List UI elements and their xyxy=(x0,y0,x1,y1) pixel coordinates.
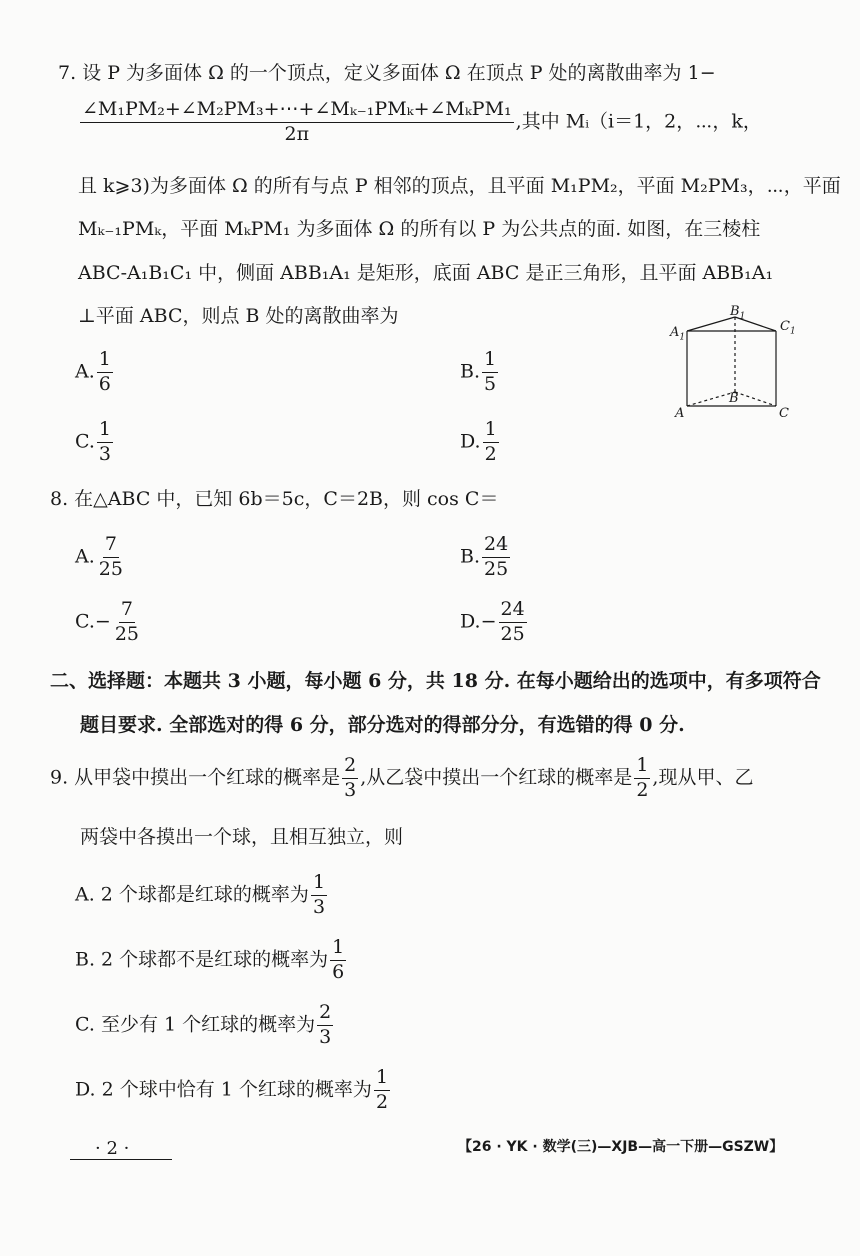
q9-option-d-den: 2 xyxy=(375,1090,389,1113)
q8-option-c-den: 25 xyxy=(114,622,140,645)
q9-option-d xyxy=(75,1068,392,1113)
q8-option-a-num: 7 xyxy=(103,535,119,558)
q7-option-c-num: 1 xyxy=(97,420,113,443)
q9-option-d-text: D. 2 个球中恰有 1 个红球的概率为 xyxy=(75,1078,372,1101)
q7-option-a-num: 1 xyxy=(97,350,113,373)
q9-option-a-den: 3 xyxy=(312,895,326,918)
edge-a1-b1 xyxy=(687,317,735,331)
q8-option-c xyxy=(75,600,143,645)
label-b: B xyxy=(729,391,739,406)
q8-option-d xyxy=(460,600,529,645)
q7-option-b-num: 1 xyxy=(482,350,498,373)
q8-option-c-sign: − xyxy=(94,610,111,633)
q7-option-c-letter: C. xyxy=(75,430,95,453)
q9-seg3: ,现从甲、乙 xyxy=(652,766,754,789)
q9-option-b-num: 1 xyxy=(330,938,346,961)
q7-option-b-letter: B. xyxy=(460,360,481,383)
q7-line3: 且 k⩾3)为多面体 Ω 的所有与点 P 相邻的顶点，且平面 M₁PM₂，平面 M₂PM₃，⋯，平面 xyxy=(78,175,841,197)
q7-option-c-den: 3 xyxy=(98,442,111,465)
q7-line2-tail: ,其中 Mᵢ（i＝1，2，⋯，k， xyxy=(515,110,762,133)
q9-option-d-fraction xyxy=(374,1068,390,1113)
page-number: · 2 · xyxy=(95,1138,130,1159)
q7-line1: 7. 设 P 为多面体 Ω 的一个顶点，定义多面体 Ω 在顶点 P 处的离散曲率为 1− xyxy=(58,62,716,84)
q8-option-b-num: 24 xyxy=(482,535,510,558)
q9-frac2 xyxy=(634,756,650,801)
q8-option-a-fraction xyxy=(97,535,125,580)
q8-option-a xyxy=(75,535,127,580)
q8-option-a-letter: A. xyxy=(75,545,95,568)
q9-stem-line1 xyxy=(50,756,753,801)
q7-option-b-den: 5 xyxy=(484,372,497,395)
q9-option-c-num: 2 xyxy=(317,1003,333,1026)
q7-formula-fraction xyxy=(80,100,514,145)
q9-frac1-den: 3 xyxy=(344,778,357,801)
q9-seg2: ,从乙袋中摸出一个红球的概率是 xyxy=(360,766,633,789)
q8-option-c-num: 7 xyxy=(119,600,135,623)
q9-option-c xyxy=(75,1003,335,1048)
q9-option-b-fraction xyxy=(330,938,346,983)
q8-option-b xyxy=(460,535,512,580)
q9-option-c-den: 3 xyxy=(319,1025,332,1048)
label-a1: $A_1$ xyxy=(670,325,686,343)
label-c1: $C_1$ xyxy=(780,319,796,337)
q7-option-d-num: 1 xyxy=(483,420,499,443)
footer-code: 【26 · YK · 数学(三)—XJB—高一下册—GSZW】 xyxy=(458,1139,784,1155)
q7-option-d xyxy=(460,420,501,465)
section2-line1: 二、选择题：本题共 3 小题，每小题 6 分，共 18 分. 在每小题给出的选项中，有多项符合 xyxy=(50,670,821,692)
q9-stem-line2: 两袋中各摸出一个球，且相互独立，则 xyxy=(80,826,404,848)
q8-stem: 8. 在△ABC 中，已知 6b＝5c，C＝2B，则 cos C＝ xyxy=(50,488,499,510)
q9-option-a-text: A. 2 个球都是红球的概率为 xyxy=(75,883,309,906)
q7-option-b xyxy=(460,350,500,395)
edge-a-b-hidden xyxy=(687,392,735,406)
q8-option-a-den: 25 xyxy=(98,557,123,580)
q7-option-d-fraction xyxy=(483,420,499,465)
q8-option-d-den: 25 xyxy=(500,622,525,645)
q9-seg1: 9. 从甲袋中摸出一个红球的概率是 xyxy=(50,766,341,789)
q9-option-a-fraction xyxy=(311,873,327,918)
q7-option-c xyxy=(75,420,115,465)
q8-option-b-letter: B. xyxy=(460,545,481,568)
q8-option-d-sign: − xyxy=(480,610,497,633)
q7-option-a xyxy=(75,350,115,395)
edge-b-c-hidden xyxy=(735,392,776,406)
q9-option-b xyxy=(75,938,348,983)
q7-formula-line xyxy=(78,100,762,145)
q8-option-d-fraction xyxy=(499,600,527,645)
q9-option-b-text: B. 2 个球都不是红球的概率为 xyxy=(75,948,329,971)
q7-line5: ABC-A₁B₁C₁ 中，侧面 ABB₁A₁ 是矩形，底面 ABC 是正三角形，且平面 ABB₁A₁ xyxy=(78,262,774,284)
q8-option-c-fraction xyxy=(113,600,141,645)
label-a: A xyxy=(675,406,685,421)
q7-option-d-den: 2 xyxy=(484,442,497,465)
q8-option-c-letter: C. xyxy=(75,610,95,633)
q7-option-a-fraction xyxy=(97,350,113,395)
page-number-rule xyxy=(70,1159,172,1160)
q7-option-b-fraction xyxy=(482,350,498,395)
q9-option-a-num: 1 xyxy=(311,873,327,896)
q7-option-a-letter: A. xyxy=(75,360,95,383)
q9-option-d-num: 1 xyxy=(374,1068,390,1091)
q9-option-b-den: 6 xyxy=(332,960,345,983)
q7-line4: Mₖ₋₁PMₖ，平面 MₖPM₁ 为多面体 Ω 的所有以 P 为公共点的面. 如图，在三棱柱 xyxy=(78,218,761,240)
label-b1: $B_1$ xyxy=(730,304,746,322)
q9-option-c-fraction xyxy=(317,1003,333,1048)
q8-option-b-fraction xyxy=(482,535,510,580)
label-c: C xyxy=(779,406,789,421)
q7-formula-denominator: 2π xyxy=(284,122,310,145)
q9-frac1 xyxy=(342,756,358,801)
q9-option-a xyxy=(75,873,329,918)
q7-line6: ⊥平面 ABC，则点 B 处的离散曲率为 xyxy=(78,305,399,327)
q9-frac2-den: 2 xyxy=(636,778,649,801)
q8-option-b-den: 25 xyxy=(484,557,509,580)
q7-option-d-letter: D. xyxy=(460,430,481,453)
q8-option-d-num: 24 xyxy=(499,600,527,623)
q8-option-d-letter: D. xyxy=(460,610,481,633)
q7-option-c-fraction xyxy=(97,420,113,465)
q9-frac2-num: 1 xyxy=(634,756,650,779)
q7-option-a-den: 6 xyxy=(98,372,111,395)
q7-formula-numerator: ∠M₁PM₂+∠M₂PM₃+⋯+∠Mₖ₋₁PMₖ+∠MₖPM₁ xyxy=(80,100,514,123)
q9-frac1-num: 2 xyxy=(342,756,358,779)
section2-line2: 题目要求. 全部选对的得 6 分，部分选对的得部分分，有选错的得 0 分. xyxy=(80,714,685,736)
q9-option-c-text: C. 至少有 1 个红球的概率为 xyxy=(75,1013,316,1036)
